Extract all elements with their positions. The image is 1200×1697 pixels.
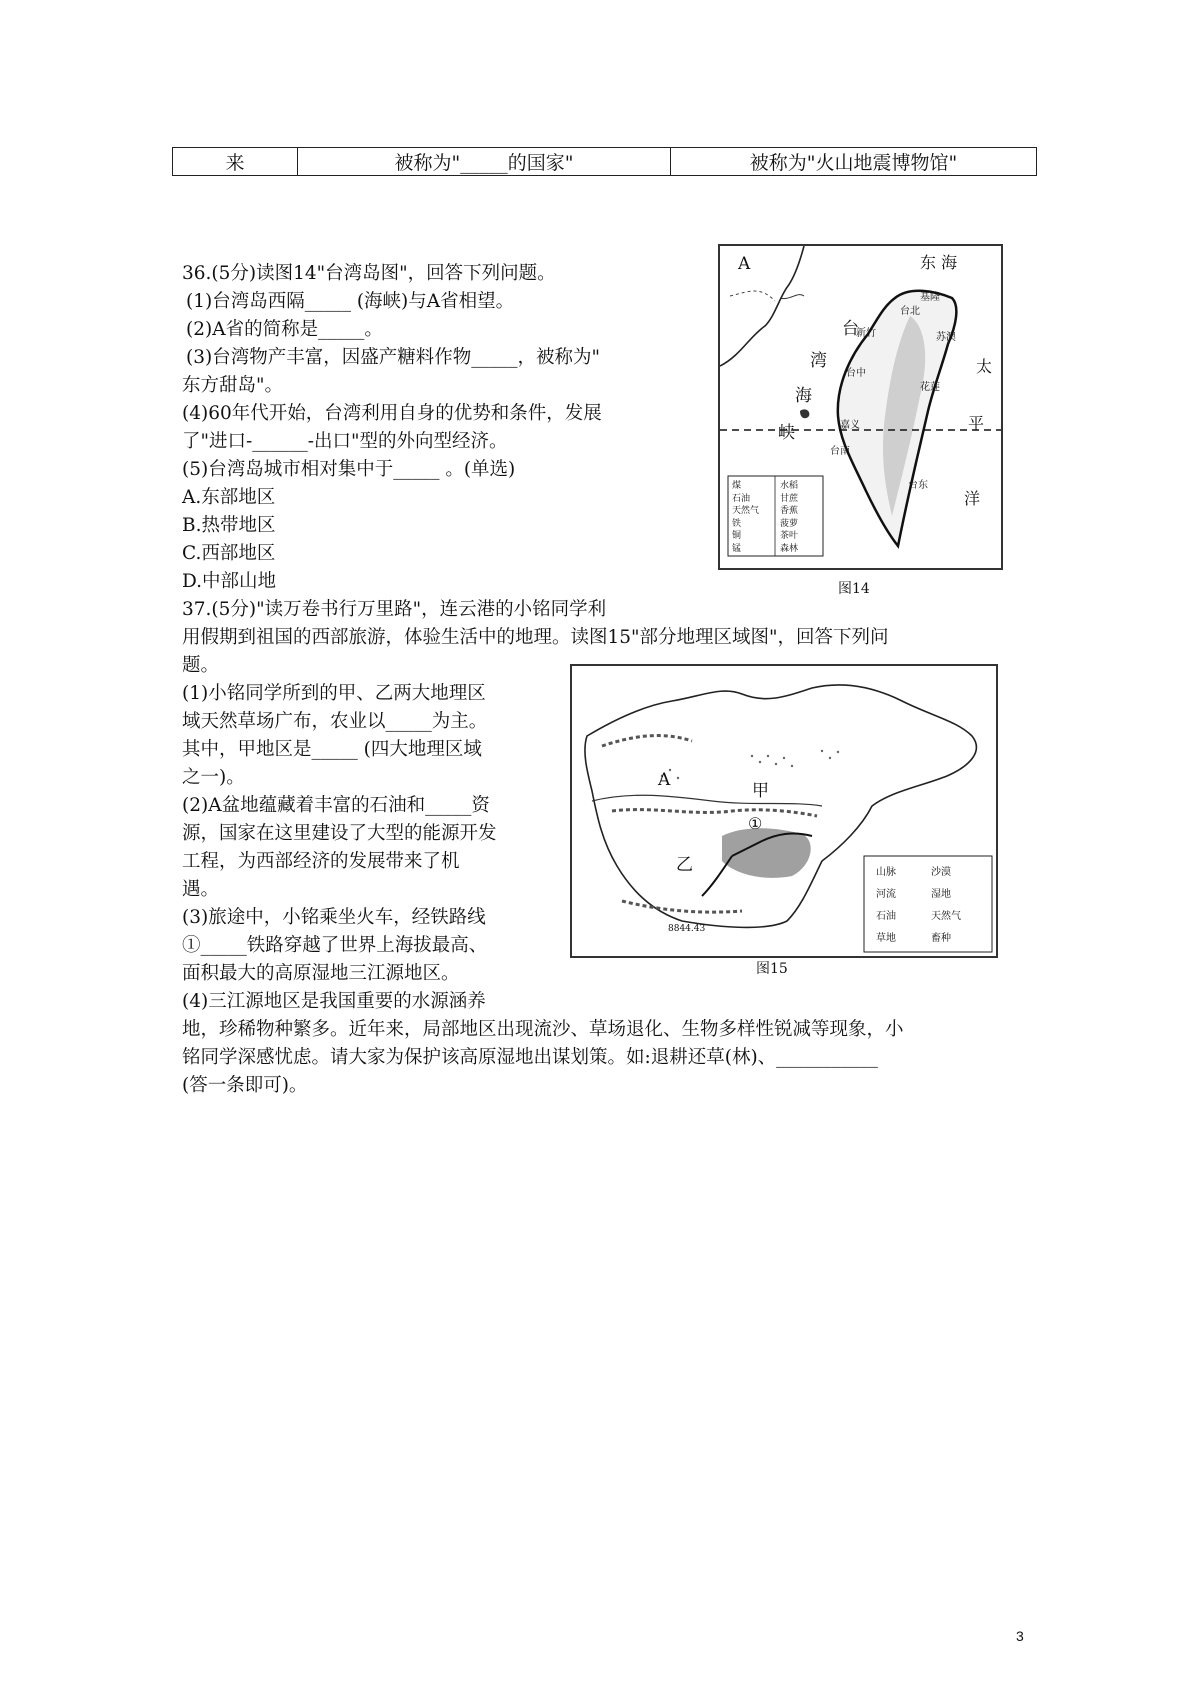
legend-item: 铁 <box>732 518 742 529</box>
legend-item: 畜种 <box>931 933 951 944</box>
fig14-dong-hai: 东 海 <box>920 253 958 272</box>
legend-item: 石油 <box>732 493 751 504</box>
q37-part-4: (4)三江源地区是我国重要的水源涵养 <box>182 991 486 1012</box>
q36-option-b: B.热带地区 <box>182 515 276 536</box>
fig14-yang-pacific: 洋 <box>964 489 981 508</box>
fig14-legend-minerals <box>732 480 759 555</box>
fig14-hai: 海 <box>795 386 812 406</box>
fig14-city-taipei: 台北 <box>900 306 920 317</box>
q36-part-4-cont: 了"进口-______-出口"型的外向型经济。 <box>182 431 508 452</box>
table-cell: 来 <box>173 148 298 176</box>
q36-option-c: C.西部地区 <box>182 543 276 564</box>
fig14-label-a: A <box>738 254 751 274</box>
legend-item: 铜 <box>732 531 742 541</box>
fig15-label-yi: 乙 <box>676 855 693 875</box>
q37-part-3: (3)旅途中，小铭乘坐火车，经铁路线 <box>182 907 486 928</box>
q37-part-4-cont3: (答一条即可)。 <box>182 1075 308 1096</box>
fig15-label-a: A <box>658 770 671 790</box>
q37-title-cont: 用假期到祖国的西部旅游，体验生活中的地理。读图15"部分地理区域图"，回答下列问 <box>182 627 889 648</box>
fig14-city-chiayi: 嘉义 <box>840 420 860 431</box>
q37-part-3-cont: ①_____铁路穿越了世界上海拔最高、 <box>182 935 488 956</box>
fig14-ping-pacific: 平 <box>968 414 985 433</box>
q37-part-2-cont3: 遇。 <box>182 879 220 900</box>
legend-item: 锰 <box>732 543 742 554</box>
legend-item: 茶叶 <box>780 531 799 541</box>
table-cell: 被称为"_____的国家" <box>298 148 671 176</box>
legend-item: 天然气 <box>931 911 961 922</box>
q37-part-2-cont2: 工程，为西部经济的发展带来了机 <box>182 851 460 872</box>
fig14-city-tainan: 台南 <box>830 446 850 457</box>
fig14-legend-crops <box>780 480 798 555</box>
q37-title-end: 题。 <box>182 655 220 676</box>
legend-item: 草地 <box>876 933 896 944</box>
fig14-xia: 峡 <box>778 423 795 443</box>
legend-item: 香蕉 <box>780 506 799 516</box>
legend-item: 甘蔗 <box>780 493 799 504</box>
fig14-wan: 湾 <box>810 351 827 371</box>
legend-item: 湿地 <box>931 889 951 900</box>
q37-part-2-cont: 源，国家在这里建设了大型的能源开发 <box>182 823 497 844</box>
legend-item: 森林 <box>780 543 799 554</box>
fig14-city-keelung: 基隆 <box>920 292 940 303</box>
q37-part-4-cont: 地，珍稀物种繁多。近年来，局部地区出现流沙、草场退化、生物多样性锐减等现象，小 <box>182 1019 904 1040</box>
fig15-route-label: ① <box>748 814 763 833</box>
table-row <box>173 148 1037 176</box>
q36-part-4: (4)60年代开始，台湾利用自身的优势和条件，发展 <box>182 403 602 424</box>
legend-item: 菠萝 <box>780 518 799 529</box>
legend-item: 山脉 <box>876 867 896 878</box>
fig14-city-suao: 苏澳 <box>936 332 956 343</box>
q37-title: 37.(5分)"读万卷书行万里路"，连云港的小铭同学利 <box>182 599 607 620</box>
q36-part-3: (3)台湾物产丰富，因盛产糖料作物_____，被称为" <box>186 347 600 368</box>
fig15-peak-height: 8844.43 <box>668 924 706 934</box>
legend-item: 天然气 <box>732 506 760 516</box>
q36-part-3-cont: 东方甜岛"。 <box>182 375 284 396</box>
q37-part-1-cont2: 其中，甲地区是_____ (四大地理区域 <box>182 739 482 760</box>
fig15-legend <box>876 862 986 950</box>
taiwan-map-image <box>720 246 1001 568</box>
q36-option-d: D.中部山地 <box>182 571 277 592</box>
q37-part-3-cont2: 面积最大的高原湿地三江源地区。 <box>182 963 460 984</box>
q36-part-5: (5)台湾岛城市相对集中于_____ 。(单选) <box>182 459 516 480</box>
legend-item: 沙漠 <box>931 867 951 878</box>
q37-part-1: (1)小铭同学所到的甲、乙两大地理区 <box>182 683 486 704</box>
q36-option-a: A.东部地区 <box>182 487 276 508</box>
legend-item: 煤 <box>732 481 742 491</box>
page-number: 3 <box>1016 1628 1024 1644</box>
fig14-city-taichung: 台中 <box>846 368 866 379</box>
fig14-city-hsinchu: 新竹 <box>856 328 876 339</box>
q37-part-2: (2)A盆地蕴藏着丰富的石油和_____资 <box>182 795 490 816</box>
q36-part-2: (2)A省的简称是_____。 <box>186 319 383 340</box>
table-cell: 被称为"火山地震博物馆" <box>671 148 1037 176</box>
fig14-city-taitung: 台东 <box>908 480 928 491</box>
q37-part-4-cont2: 铭同学深感忧虑。请大家为保护该高原湿地出谋划策。如:退耕还草(林)、___________ <box>182 1047 878 1068</box>
figure-14-caption: 图14 <box>838 581 870 597</box>
q36-part-1: (1)台湾岛西隔_____ (海峡)与A省相望。 <box>186 291 515 312</box>
legend-item: 河流 <box>876 889 896 900</box>
legend-item: 水稻 <box>780 481 799 491</box>
fig15-label-jia: 甲 <box>752 781 769 801</box>
figure-15-region-map <box>570 664 998 958</box>
q36-title: 36.(5分)读图14"台湾岛图"，回答下列问题。 <box>182 263 556 284</box>
figure-15-caption: 图15 <box>756 961 788 977</box>
fig14-tai-pacific: 太 <box>976 357 993 376</box>
q37-part-1-cont3: 之一)。 <box>182 767 245 788</box>
q37-part-1-cont: 域天然草场广布，农业以_____为主。 <box>182 711 488 732</box>
figure-14-taiwan-map <box>718 244 1003 570</box>
fig14-city-hualien: 花莲 <box>920 382 940 393</box>
answer-table <box>172 147 1037 176</box>
fig14-tai: 台 <box>842 319 859 339</box>
legend-item: 石油 <box>876 911 896 922</box>
